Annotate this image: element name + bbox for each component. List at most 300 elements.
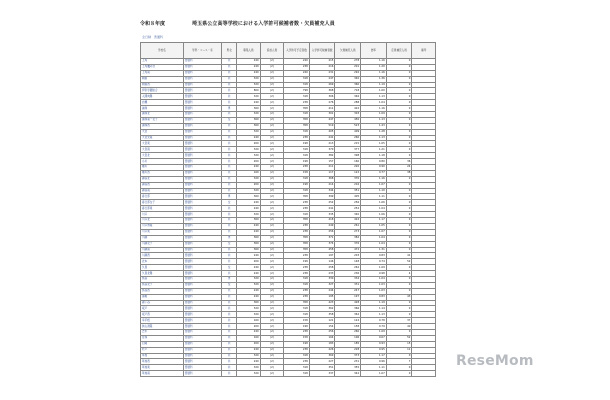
capacity-cell: 360 — [237, 247, 261, 253]
refill-cell: 370 — [335, 176, 361, 182]
school-name-cell: 熊谷西 — [141, 288, 184, 294]
planned-cell: 358 — [284, 106, 310, 112]
course-name-cell: 普通科 — [183, 206, 221, 212]
supplement-cell: 0 — [386, 129, 412, 135]
planned-cell: 238 — [284, 229, 310, 235]
ratio-cell: 1.13 — [361, 135, 387, 141]
ratio-cell: 1.09 — [361, 265, 387, 271]
additional-cell: (2) — [260, 212, 284, 218]
gender-cell: 共 — [222, 271, 237, 277]
additional-cell: (2) — [260, 129, 284, 135]
capacity-cell: 160 — [237, 318, 261, 324]
supplement-cell: 0 — [386, 112, 412, 118]
planned-cell: 318 — [284, 312, 310, 318]
supplement-cell: 0 — [386, 353, 412, 359]
column-header: 欠員補充人員 — [335, 43, 361, 59]
additional-cell: (2) — [260, 117, 284, 123]
ratio-cell: 1.18 — [361, 153, 387, 159]
gender-cell: 共 — [222, 306, 237, 312]
gender-cell: 共 — [222, 318, 237, 324]
table-body — [141, 59, 436, 377]
course-name-cell: 普通科 — [183, 135, 221, 141]
supplement-cell: 4 — [386, 271, 412, 277]
supplement-cell: 38 — [386, 170, 412, 176]
ratio-cell: 1.04 — [361, 100, 387, 106]
additional-cell: (2) — [260, 306, 284, 312]
supplement-cell: 0 — [386, 176, 412, 182]
gender-cell: 共 — [222, 153, 237, 159]
course-name-cell: 普通科 — [183, 223, 221, 229]
gender-cell: 共 — [222, 329, 237, 335]
capacity-cell: 240 — [237, 70, 261, 76]
candidates-cell: 195 — [309, 294, 335, 300]
capacity-cell: 360 — [237, 241, 261, 247]
refill-cell: 201 — [335, 64, 361, 70]
capacity-cell: 320 — [237, 306, 261, 312]
candidates-cell: 301 — [309, 112, 335, 118]
candidates-cell: 351 — [309, 365, 335, 371]
course-name-cell: 普通科 — [183, 318, 221, 324]
course-name-cell: 普通科 — [183, 365, 221, 371]
school-name-cell: 草加西 — [141, 359, 184, 365]
gender-cell: 共 — [222, 182, 237, 188]
planned-cell: 358 — [284, 117, 310, 123]
course-name-cell: 普通科 — [183, 324, 221, 330]
course-name-cell: 普通科 — [183, 200, 221, 206]
additional-cell: (2) — [260, 282, 284, 288]
refill-cell: 262 — [335, 265, 361, 271]
planned-cell: 198 — [284, 341, 310, 347]
supplement-cell: 0 — [386, 288, 412, 294]
refill-cell: 405 — [335, 194, 361, 200]
gender-cell: 共 — [222, 147, 237, 153]
refill-cell: 718 — [335, 88, 361, 94]
school-name-cell: 越ヶ谷 — [141, 300, 184, 306]
planned-cell: 198 — [284, 259, 310, 265]
supplement-cell: 0 — [386, 212, 412, 218]
planned-cell: 318 — [284, 353, 310, 359]
planned-cell: 238 — [284, 206, 310, 212]
candidates-cell: 306 — [309, 94, 335, 100]
refill-cell: 334 — [335, 276, 361, 282]
course-name-cell: 普通科 — [183, 347, 221, 353]
school-name-cell: 上尾南 — [141, 70, 184, 76]
capacity-cell: 200 — [237, 341, 261, 347]
candidates-cell: 249 — [309, 223, 335, 229]
ratio-cell: 1.06 — [361, 212, 387, 218]
column-header: 学科・コース・系 — [183, 43, 221, 59]
refill-cell: 360 — [335, 82, 361, 88]
school-name-cell: 坂戸 — [141, 306, 184, 312]
capacity-cell: 240 — [237, 329, 261, 335]
supplement-cell: 41 — [386, 253, 412, 259]
ratio-cell: 0.67 — [361, 335, 387, 341]
gender-cell: 共 — [222, 212, 237, 218]
candidates-cell: 247 — [309, 76, 335, 82]
refill-cell: 342 — [335, 371, 361, 377]
course-name-cell: 普通科 — [183, 159, 221, 165]
ratio-cell: 1.17 — [361, 353, 387, 359]
additional-cell: (2) — [260, 59, 284, 65]
capacity-cell: 320 — [237, 147, 261, 153]
additional-cell: (2) — [260, 324, 284, 330]
additional-cell: (2) — [260, 329, 284, 335]
candidates-cell: 252 — [309, 200, 335, 206]
additional-cell: (2) — [260, 176, 284, 182]
refill-cell: 351 — [335, 188, 361, 194]
school-name-cell: 川口北 — [141, 218, 184, 224]
supplement-cell: 0 — [386, 282, 412, 288]
candidates-cell: 335 — [309, 212, 335, 218]
capacity-cell: 240 — [237, 271, 261, 277]
refill-cell: 422 — [335, 218, 361, 224]
planned-cell: 318 — [284, 94, 310, 100]
gender-cell: 男 — [222, 276, 237, 282]
gender-cell: 共 — [222, 165, 237, 171]
planned-cell: 318 — [284, 153, 310, 159]
additional-cell: (2) — [260, 112, 284, 118]
ratio-cell: 0.83 — [361, 253, 387, 259]
capacity-cell: 360 — [237, 235, 261, 241]
ratio-cell: 1.05 — [361, 223, 387, 229]
planned-cell: 318 — [284, 306, 310, 312]
supplement-cell: 0 — [386, 70, 412, 76]
supplement-cell: 0 — [386, 135, 412, 141]
candidates-cell: 183 — [309, 341, 335, 347]
additional-cell: (2) — [260, 123, 284, 129]
course-name-cell: 普通科 — [183, 247, 221, 253]
ratio-cell: 1.07 — [361, 182, 387, 188]
gender-cell: 共 — [222, 176, 237, 182]
refill-cell: 252 — [335, 206, 361, 212]
school-name-cell: 坂戸西 — [141, 312, 184, 318]
ratio-cell: 1.03 — [361, 288, 387, 294]
gender-cell: 共 — [222, 335, 237, 341]
candidates-cell: 256 — [309, 229, 335, 235]
supplement-cell: 40 — [386, 324, 412, 330]
ratio-cell: 1.13 — [361, 117, 387, 123]
refill-cell: 197 — [335, 294, 361, 300]
gender-cell: 共 — [222, 288, 237, 294]
candidates-cell: 231 — [309, 70, 335, 76]
gender-cell: 共 — [222, 312, 237, 318]
course-name-cell: 普通科 — [183, 88, 221, 94]
gender-cell: 共 — [222, 141, 237, 147]
course-name-cell: 普通科 — [183, 288, 221, 294]
ratio-cell: 0.79 — [361, 324, 387, 330]
planned-cell: 238 — [284, 200, 310, 206]
school-name-cell: 狭山清陵 — [141, 324, 184, 330]
gender-cell: 共 — [222, 100, 237, 106]
course-name-cell: 普通科 — [183, 182, 221, 188]
capacity-cell: 320 — [237, 129, 261, 135]
capacity-cell: 320 — [237, 82, 261, 88]
gender-cell: 共 — [222, 129, 237, 135]
course-name-cell: 普通科 — [183, 276, 221, 282]
school-name-cell: 川越 — [141, 235, 184, 241]
capacity-cell: 360 — [237, 106, 261, 112]
additional-cell: (2) — [260, 88, 284, 94]
candidates-cell: 368 — [309, 88, 335, 94]
refill-cell: 260 — [335, 329, 361, 335]
candidates-cell: 371 — [309, 235, 335, 241]
school-name-cell: 大宮 — [141, 129, 184, 135]
additional-cell: (2) — [260, 100, 284, 106]
candidates-cell: 369 — [309, 353, 335, 359]
capacity-cell: 800 — [237, 88, 261, 94]
gender-cell: 共 — [222, 347, 237, 353]
school-name-cell: 草加 — [141, 353, 184, 359]
refill-cell: 124 — [335, 318, 361, 324]
school-name-cell: 春日部東 — [141, 206, 184, 212]
school-name-cell: 草加東 — [141, 365, 184, 371]
capacity-cell: 360 — [237, 117, 261, 123]
school-name-cell: 庄和 — [141, 335, 184, 341]
gender-cell: 共 — [222, 170, 237, 176]
school-name-cell: 朝霞西 — [141, 82, 184, 88]
planned-cell: 158 — [284, 335, 310, 341]
additional-cell: (2) — [260, 106, 284, 112]
school-name-cell: 杉戸 — [141, 347, 184, 353]
capacity-cell: 240 — [237, 135, 261, 141]
capacity-cell: 160 — [237, 335, 261, 341]
document-page — [140, 20, 446, 377]
course-name-cell: 普通科 — [183, 253, 221, 259]
gender-cell: 共 — [222, 365, 237, 371]
school-name-cell: 桶川 — [141, 165, 184, 171]
capacity-cell: 360 — [237, 300, 261, 306]
supplement-cell: 0 — [386, 218, 412, 224]
capacity-cell: 360 — [237, 218, 261, 224]
planned-cell: 358 — [284, 218, 310, 224]
course-name-cell: 普通科 — [183, 212, 221, 218]
ratio-cell: 0.83 — [361, 294, 387, 300]
additional-cell: (2) — [260, 365, 284, 371]
ratio-cell: 1.20 — [361, 64, 387, 70]
gender-cell: 女 — [222, 200, 237, 206]
course-name-cell: 普通科 — [183, 82, 221, 88]
capacity-cell: 240 — [237, 229, 261, 235]
ratio-cell: 1.00 — [361, 88, 387, 94]
school-name-cell: 大宮北 — [141, 153, 184, 159]
additional-cell: (2) — [260, 165, 284, 171]
planned-cell: 238 — [284, 253, 310, 259]
course-name-cell: 普通科 — [183, 170, 221, 176]
candidates-cell: 327 — [309, 282, 335, 288]
supplement-cell: 0 — [386, 153, 412, 159]
gender-cell: 共 — [222, 353, 237, 359]
ratio-cell: 1.28 — [361, 129, 387, 135]
supplement-cell: 0 — [386, 94, 412, 100]
candidates-cell: 233 — [309, 271, 335, 277]
school-name-cell: 春日部 — [141, 194, 184, 200]
supplement-cell: 0 — [386, 235, 412, 241]
additional-cell: (2) — [260, 188, 284, 194]
gender-cell: 共 — [222, 223, 237, 229]
ratio-cell: 1.09 — [361, 112, 387, 118]
school-name-cell: 朝霞 — [141, 76, 184, 82]
candidates-cell: 154 — [309, 324, 335, 330]
refill-cell: 106 — [335, 335, 361, 341]
gender-cell: 共 — [222, 59, 237, 65]
planned-cell: 238 — [284, 347, 310, 353]
capacity-cell: 320 — [237, 365, 261, 371]
ratio-cell: 1.16 — [361, 106, 387, 112]
school-name-cell: 川越女子 — [141, 241, 184, 247]
course-name-cell: 普通科 — [183, 147, 221, 153]
capacity-cell: 320 — [237, 371, 261, 377]
ratio-cell: 0.90 — [361, 165, 387, 171]
refill-cell: 303 — [335, 112, 361, 118]
supplement-cell: 0 — [386, 147, 412, 153]
additional-cell: (2) — [260, 170, 284, 176]
refill-cell: 331 — [335, 282, 361, 288]
school-name-cell: 熊谷 — [141, 276, 184, 282]
gender-cell: 共 — [222, 294, 237, 300]
additional-cell: (2) — [260, 147, 284, 153]
gender-cell: 共 — [222, 341, 237, 347]
gender-cell: 共 — [222, 218, 237, 224]
candidates-cell: 362 — [309, 306, 335, 312]
supplement-cell: 0 — [386, 64, 412, 70]
course-name-cell: 普通科 — [183, 129, 221, 135]
school-name-cell: 大宮光陵 — [141, 135, 184, 141]
planned-cell: 158 — [284, 170, 310, 176]
supplement-cell: 0 — [386, 82, 412, 88]
supplement-cell: 0 — [386, 329, 412, 335]
additional-cell: (2) — [260, 300, 284, 306]
candidates-cell: 117 — [309, 170, 335, 176]
supplement-cell: 0 — [386, 247, 412, 253]
supplement-cell: 7 — [386, 359, 412, 365]
refill-cell: 450 — [335, 117, 361, 123]
gender-cell: 共 — [222, 64, 237, 70]
refill-cell: 523 — [335, 123, 361, 129]
course-name-cell: 普通科 — [183, 188, 221, 194]
supplement-cell: 0 — [386, 59, 412, 65]
supplement-cell: 0 — [386, 88, 412, 94]
candidates-cell: 519 — [309, 123, 335, 129]
supplement-cell: 0 — [386, 229, 412, 235]
gender-cell: 共 — [222, 259, 237, 265]
ratio-cell: 1.11 — [361, 365, 387, 371]
additional-cell: (2) — [260, 265, 284, 271]
course-name-cell: 普通科 — [183, 70, 221, 76]
additional-cell: (2) — [260, 253, 284, 259]
capacity-cell: 200 — [237, 324, 261, 330]
column-header: 追加人員 — [260, 43, 284, 59]
course-name-cell: 普通科 — [183, 194, 221, 200]
gender-cell: 共 — [222, 70, 237, 76]
course-name-cell: 普通科 — [183, 341, 221, 347]
refill-cell: 260 — [335, 135, 361, 141]
candidates-cell: 211 — [309, 165, 335, 171]
additional-cell: (2) — [260, 64, 284, 70]
capacity-cell: 240 — [237, 165, 261, 171]
candidates-cell: 405 — [309, 129, 335, 135]
ratio-cell: 1.04 — [361, 241, 387, 247]
course-name-cell: 普通科 — [183, 117, 221, 123]
planned-cell: 318 — [284, 282, 310, 288]
refill-cell: 362 — [335, 312, 361, 318]
additional-cell: (2) — [260, 318, 284, 324]
ratio-cell: 0.98 — [361, 271, 387, 277]
refill-cell: 382 — [335, 235, 361, 241]
candidates-cell: 121 — [309, 318, 335, 324]
supplement-cell: 52 — [386, 335, 412, 341]
course-name-cell: 普通科 — [183, 294, 221, 300]
candidates-cell: 458 — [309, 247, 335, 253]
refill-cell: 231 — [335, 359, 361, 365]
candidates-cell: 374 — [309, 241, 335, 247]
refill-cell: 160 — [335, 159, 361, 165]
capacity-cell: 360 — [237, 194, 261, 200]
capacity-cell: 320 — [237, 94, 261, 100]
supplement-cell: 36 — [386, 159, 412, 165]
capacity-cell: 320 — [237, 312, 261, 318]
planned-cell: 318 — [284, 147, 310, 153]
course-name-cell: 普通科 — [183, 259, 221, 265]
planned-cell: 318 — [284, 82, 310, 88]
capacity-cell: 240 — [237, 294, 261, 300]
gender-cell: 共 — [222, 206, 237, 212]
course-name-cell: 普通科 — [183, 282, 221, 288]
additional-cell: (2) — [260, 82, 284, 88]
candidates-cell: 244 — [309, 288, 335, 294]
additional-cell: (2) — [260, 70, 284, 76]
gender-cell: 共 — [222, 253, 237, 259]
ratio-cell: 1.43 — [361, 123, 387, 129]
supplement-cell: 0 — [386, 182, 412, 188]
capacity-cell: 200 — [237, 141, 261, 147]
refill-cell: 273 — [335, 229, 361, 235]
refill-cell: 355 — [335, 365, 361, 371]
capacity-cell: 360 — [237, 123, 261, 129]
course-name-cell: 普通科 — [183, 229, 221, 235]
capacity-cell: 320 — [237, 76, 261, 82]
capacity-cell: 320 — [237, 188, 261, 194]
supplement-cell: 0 — [386, 300, 412, 306]
course-name-cell: 普通科 — [183, 306, 221, 312]
supplement-cell: 0 — [386, 223, 412, 229]
refill-cell: 376 — [335, 241, 361, 247]
capacity-cell: 200 — [237, 159, 261, 165]
ratio-cell: 0.95 — [361, 347, 387, 353]
additional-cell: (2) — [260, 247, 284, 253]
school-name-cell: 久喜北陽 — [141, 271, 184, 277]
candidates-cell: 368 — [309, 176, 335, 182]
candidates-cell: 337 — [309, 371, 335, 377]
school-name-cell: 浦和第一女子 — [141, 117, 184, 123]
capacity-cell: 320 — [237, 282, 261, 288]
school-name-cell: 浦和西 — [141, 123, 184, 129]
course-name-cell: 普通科 — [183, 106, 221, 112]
supplement-cell: 0 — [386, 100, 412, 106]
school-name-cell: 川口東 — [141, 229, 184, 235]
school-name-cell: 越谷南 — [141, 188, 184, 194]
refill-cell: 288 — [335, 100, 361, 106]
capacity-cell: 240 — [237, 200, 261, 206]
supplement-cell: 0 — [386, 365, 412, 371]
capacity-cell: 320 — [237, 176, 261, 182]
school-name-cell: 幸手桜 — [141, 318, 184, 324]
additional-cell: (2) — [260, 235, 284, 241]
refill-cell: 261 — [335, 223, 361, 229]
additional-cell: (2) — [260, 135, 284, 141]
additional-cell: (2) — [260, 341, 284, 347]
planned-cell: 238 — [284, 165, 310, 171]
gender-cell: 女 — [222, 265, 237, 271]
